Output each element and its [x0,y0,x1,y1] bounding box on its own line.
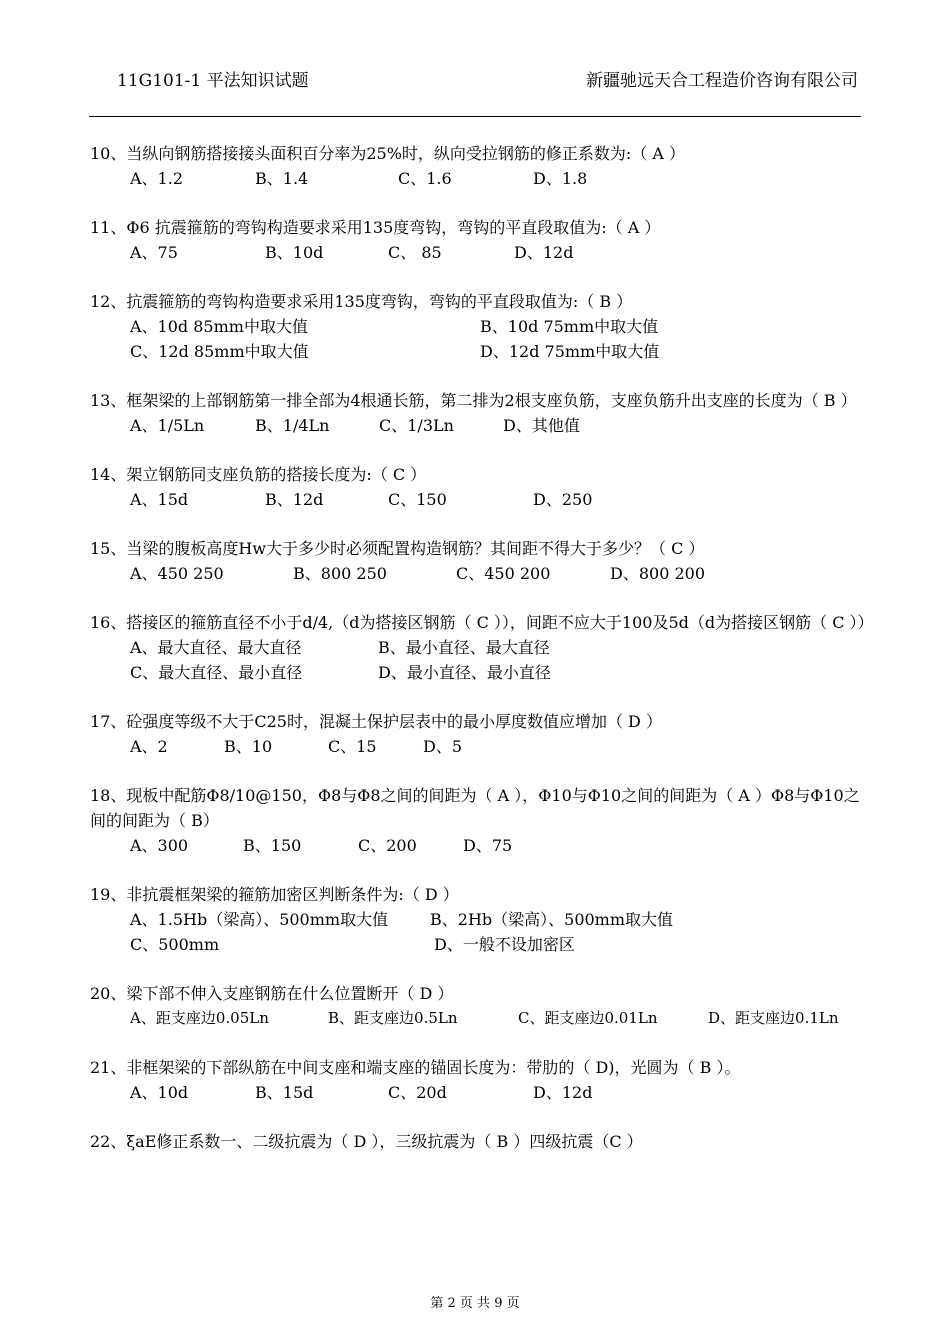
question-22 [90,1129,870,1154]
question-17 [90,709,870,759]
option-b: B、10d 75mm中取大值 [480,317,659,336]
header-title: 11G101-1 平法知识试题 [117,71,309,91]
option-a: A、最大直径、最大直径 [130,638,302,657]
option-row [90,561,870,586]
question-stem: 16、搭接区的箍筋直径不小于d/4,（d为搭接区钢筋（ C ）），间距不应大于100及5d（d为搭接区钢筋（ C ）） [90,613,874,632]
option-d: D、其他值 [503,416,580,435]
option-row [90,166,870,191]
option-row [90,339,870,364]
question-stem: 20、梁下部不伸入支座钢筋在什么位置断开（ D ） [90,984,454,1003]
option-c: C、12d 85mm中取大值 [130,342,309,361]
option-d: D、12d 75mm中取大值 [480,342,660,361]
header-divider [89,116,861,117]
option-b: B、1/4Ln [255,416,330,435]
question-12 [90,289,870,364]
option-c: C、200 [358,836,417,855]
option-row [90,487,870,512]
option-a: A、450 250 [130,564,224,583]
option-row [90,314,870,339]
option-d: D、最小直径、最小直径 [378,663,551,682]
option-c: C、450 200 [456,564,551,583]
option-c: C、 85 [388,243,442,262]
option-d: D、1.8 [533,169,588,188]
question-stem: 11、Φ6 抗震箍筋的弯钩构造要求采用135度弯钩，弯钩的平直段取值为:（ A ） [90,218,661,237]
option-row [90,932,870,957]
option-a: A、2 [130,737,168,756]
question-16 [90,610,874,685]
option-a: A、1/5Ln [130,416,205,435]
option-a: A、距支座边0.05Ln [130,1009,269,1027]
option-a: A、1.5Hb（梁高）、500mm取大值 [130,910,389,929]
option-row [90,240,870,265]
option-c: C、1/3Ln [379,416,454,435]
option-b: B、800 250 [293,564,387,583]
option-c: C、500mm [130,935,220,954]
option-row [90,1080,870,1105]
option-d: D、距支座边0.1Ln [708,1009,839,1027]
option-a: A、75 [130,243,178,262]
page-header [0,0,950,120]
option-b: B、2Hb（梁高）、500mm取大值 [430,910,674,929]
option-b: B、10d [265,243,324,262]
option-b: B、1.4 [255,169,309,188]
option-b: B、15d [255,1083,314,1102]
question-list [90,141,874,1178]
header-company: 新疆驰远天合工程造价咨询有限公司 [586,71,858,91]
option-b: B、距支座边0.5Ln [328,1009,458,1027]
option-a: A、10d 85mm中取大值 [130,317,308,336]
option-c: C、20d [388,1083,447,1102]
option-c: C、150 [388,490,447,509]
option-b: B、12d [265,490,324,509]
option-row [90,734,870,759]
option-b: B、最小直径、最大直径 [378,638,550,657]
question-13 [90,388,870,438]
question-stem: 15、当梁的腹板高度Hw大于多少时必须配置构造钢筋？其间距不得大于多少？（ C ） [90,539,705,558]
question-stem: 10、当纵向钢筋搭接接头面积百分率为25%时，纵向受拉钢筋的修正系数为:（ A ） [90,144,686,163]
question-stem: 13、框架梁的上部钢筋第一排全部为4根通长筋，第二排为2根支座负筋，支座负筋升出支座的长度为（ B ） [90,391,857,410]
option-row [90,660,870,685]
option-row [90,1006,870,1031]
question-21 [90,1055,870,1105]
option-d: D、12d [514,243,574,262]
question-stem: 18、现板中配筋Φ8/10@150，Φ8与Φ8之间的间距为（ A ），Φ10与Φ10之间的间距为（ A ）Φ8与Φ10之间的间距为（ B） [90,786,860,830]
option-row [90,413,870,438]
option-c: C、最大直径、最小直径 [130,663,303,682]
page-number: 第 2 页 共 9 页 [430,1296,520,1311]
question-20 [90,981,870,1031]
option-d: D、一般不设加密区 [434,935,575,954]
question-15 [90,536,870,586]
question-19 [90,882,870,957]
option-c: C、15 [328,737,377,756]
option-row [90,907,870,932]
option-b: B、150 [243,836,302,855]
option-b: B、10 [224,737,273,756]
question-stem: 14、架立钢筋同支座负筋的搭接长度为:（ C ） [90,465,427,484]
question-18 [90,783,870,858]
question-stem: 17、砼强度等级不大于C25时，混凝土保护层表中的最小厚度数值应增加（ D ） [90,712,662,731]
option-row [90,635,870,660]
option-a: A、10d [130,1083,189,1102]
option-d: D、12d [533,1083,593,1102]
option-d: D、250 [533,490,593,509]
question-14 [90,462,870,512]
question-stem: 21、非框架梁的下部纵筋在中间支座和端支座的锚固长度为：带肋的（ D)，光圆为（ B ）。 [90,1058,741,1077]
option-a: A、1.2 [130,169,184,188]
question-11 [90,215,870,265]
question-10 [90,141,870,191]
question-stem: 12、抗震箍筋的弯钩构造要求采用135度弯钩，弯钩的平直段取值为:（ B ） [90,292,633,311]
question-stem: 19、非抗震框架梁的箍筋加密区判断条件为:（ D ） [90,885,459,904]
option-d: D、800 200 [610,564,705,583]
option-a: A、300 [130,836,189,855]
option-d: D、75 [463,836,513,855]
option-row [90,833,870,858]
question-stem: 22、ξaE修正系数一、二级抗震为（ D ），三级抗震为（ B ）四级抗震（C ） [90,1132,643,1151]
option-c: C、距支座边0.01Ln [518,1009,658,1027]
option-c: C、1.6 [398,169,452,188]
option-d: D、5 [423,737,463,756]
option-a: A、15d [130,490,189,509]
